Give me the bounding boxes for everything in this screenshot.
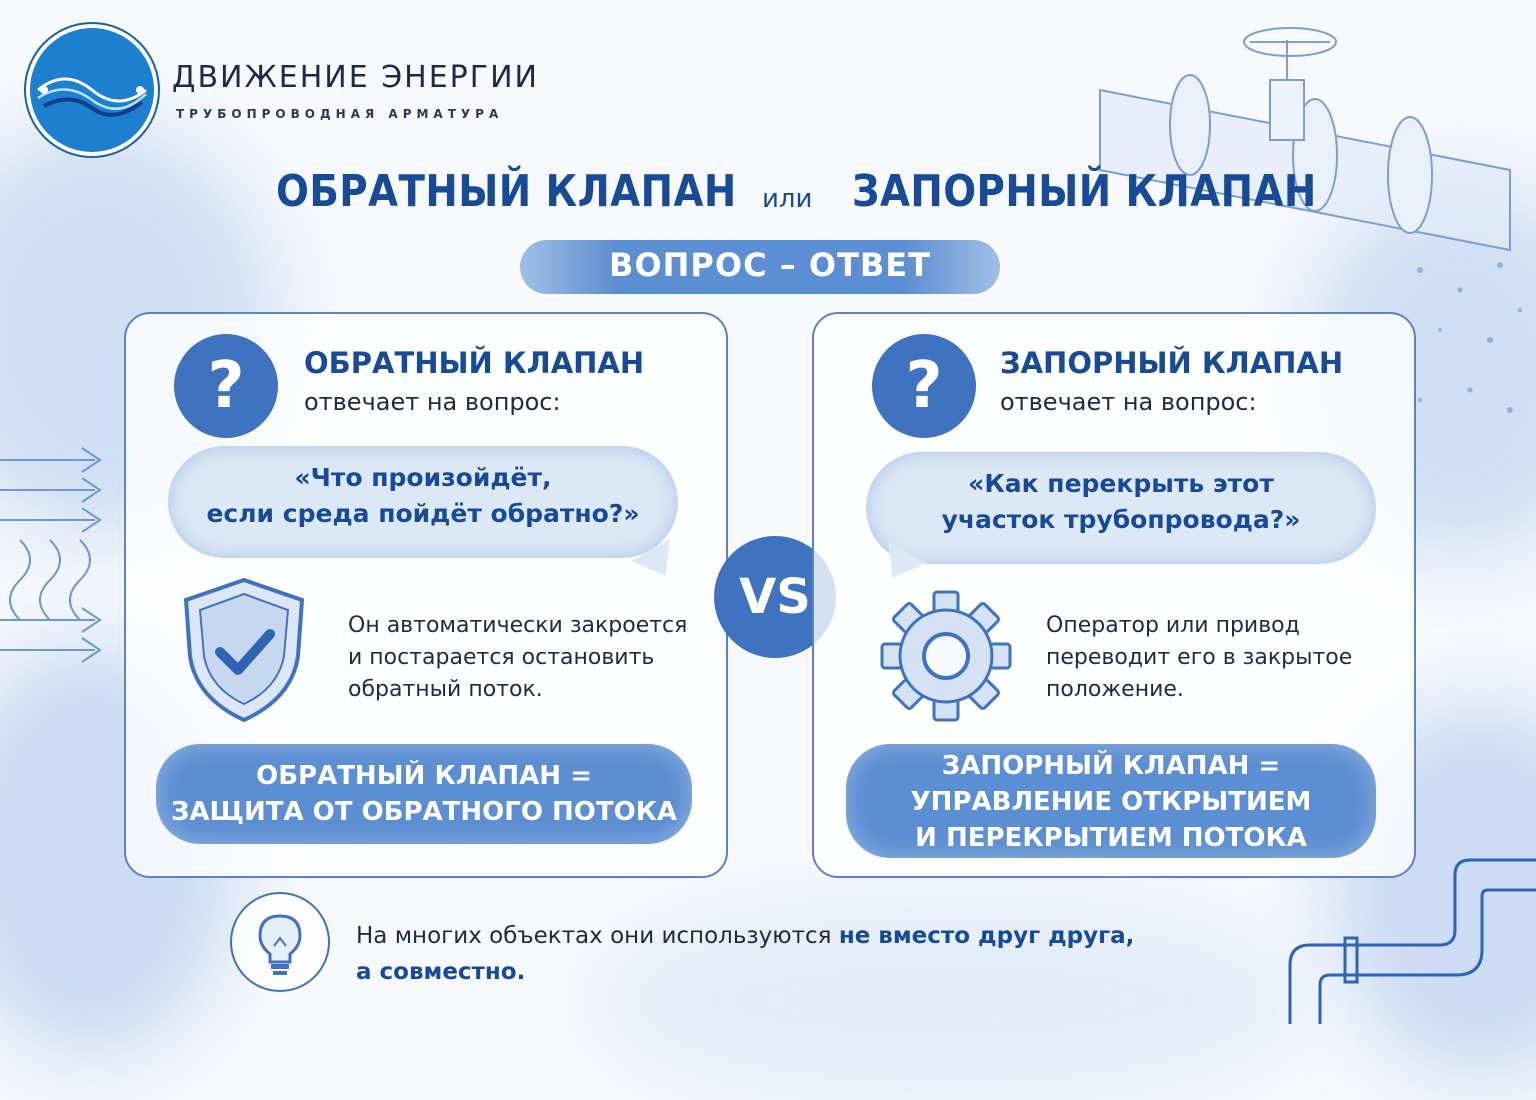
lightbulb-icon — [232, 894, 328, 990]
tip-badge — [230, 892, 330, 992]
answer-line: обратный поток. — [348, 677, 543, 702]
check-valve-lead: отвечает на вопрос: — [304, 388, 561, 416]
question-line: участок трубопровода?» — [941, 505, 1301, 534]
shutoff-valve-answer — [1046, 610, 1352, 706]
check-valve-heading: ОБРАТНЫЙ КЛАПАН — [304, 346, 645, 380]
pipe-valve-illustration — [1090, 20, 1536, 260]
check-valve-answer — [348, 610, 687, 706]
question-line: если среда пойдёт обратно?» — [206, 499, 640, 528]
answer-line: переводит его в закрытое — [1046, 645, 1353, 670]
title-connector: или — [762, 184, 813, 214]
answer-line: и постарается остановить — [348, 645, 655, 670]
footer-plain: На многих объектах они используются — [356, 923, 839, 949]
check-valve-summary — [156, 758, 692, 830]
question-mark-icon: ? — [872, 334, 976, 438]
footer-emphasis: а совместно. — [356, 959, 526, 985]
wave-logo-icon — [30, 28, 154, 152]
summary-line: И ПЕРЕКРЫТИЕМ ПОТОКА — [915, 823, 1307, 853]
decorative-dots — [1400, 250, 1530, 430]
question-mark-icon: ? — [174, 334, 278, 438]
title-right: ЗАПОРНЫЙ КЛАПАН — [852, 166, 1317, 217]
summary-line: ОБРАТНЫЙ КЛАПАН = — [256, 761, 592, 791]
brand-name: ДВИЖЕНИЕ ЭНЕРГИИ — [172, 60, 539, 95]
footer-emphasis: не вместо друг друга, — [838, 923, 1135, 949]
shield-check-icon — [180, 576, 308, 724]
vs-badge: VS — [714, 536, 836, 658]
brand-logo — [30, 28, 154, 152]
summary-line: УПРАВЛЕНИЕ ОТКРЫТИЕМ — [910, 787, 1312, 817]
question-line: «Как перекрыть этот — [968, 469, 1274, 498]
brand-tagline: ТРУБОПРОВОДНАЯ АРМАТУРА — [176, 107, 504, 121]
answer-line: положение. — [1046, 677, 1184, 702]
shutoff-valve-heading: ЗАПОРНЫЙ КЛАПАН — [1000, 346, 1344, 380]
shutoff-valve-lead: отвечает на вопрос: — [1000, 388, 1257, 416]
answer-line: Он автоматически закроется — [348, 613, 688, 638]
summary-line: ЗАЩИТА ОТ ОБРАТНОГО ПОТОКА — [170, 797, 678, 827]
check-valve-question — [168, 460, 678, 532]
shutoff-valve-question — [866, 466, 1376, 538]
flow-arrows-illustration — [0, 430, 130, 680]
gear-icon — [880, 590, 1012, 722]
title-left: ОБРАТНЫЙ КЛАПАН — [276, 166, 737, 217]
summary-line: ЗАПОРНЫЙ КЛАПАН = — [941, 751, 1281, 781]
question-line: «Что произойдёт, — [294, 463, 552, 492]
shutoff-valve-summary — [846, 748, 1376, 856]
answer-line: Оператор или привод — [1046, 613, 1300, 638]
footer-tip — [356, 918, 1134, 990]
subtitle: ВОПРОС – ОТВЕТ — [609, 246, 931, 284]
